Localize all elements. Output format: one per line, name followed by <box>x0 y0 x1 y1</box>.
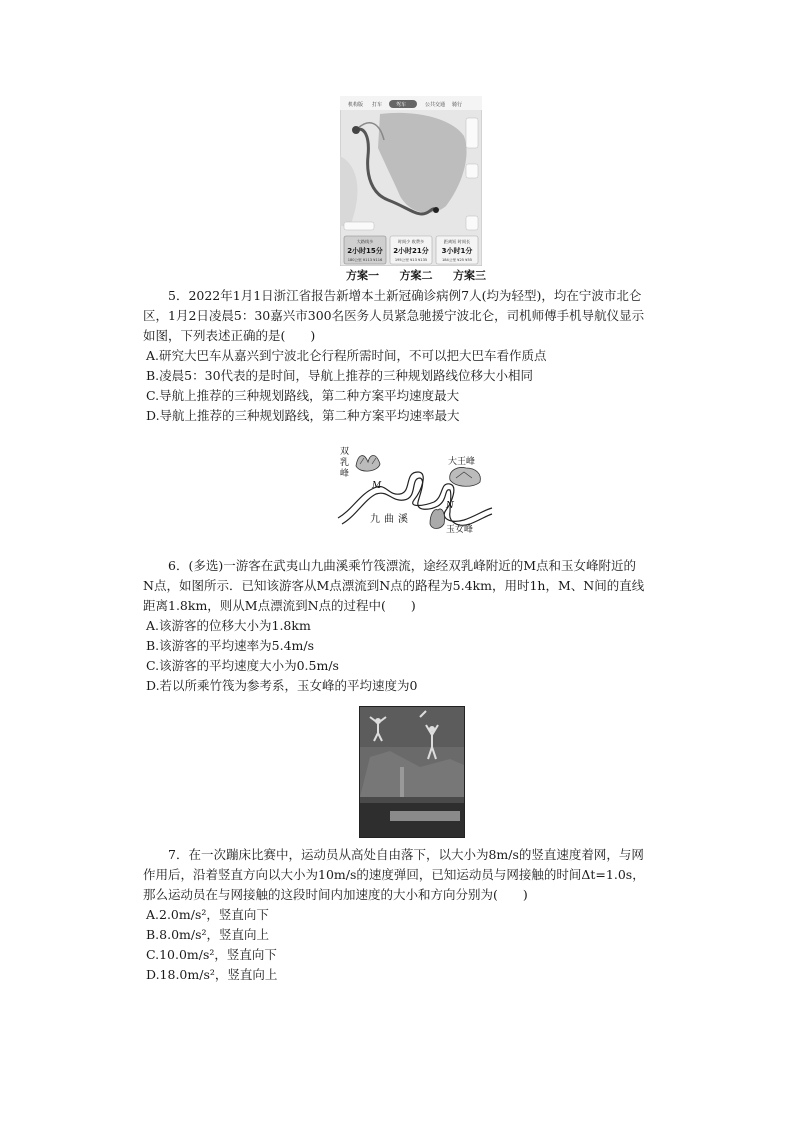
jiuqu-stream-figure <box>334 444 494 540</box>
option-text: D.18.0m/s²，竖直向上 <box>146 967 278 982</box>
label-yunv: 玉女峰 <box>446 525 474 535</box>
plan-2-detail: 195公里 ¥13 ¥135 <box>394 258 428 262</box>
plan-3-detail: 184公里 ¥25 ¥55 <box>441 258 473 262</box>
question-7-option-b <box>146 925 646 945</box>
navigation-map <box>340 96 482 266</box>
plan-3-time: 3小时1分 <box>441 247 473 255</box>
map-tab-1[interactable]: 打车 <box>372 102 383 108</box>
trampoline-photo <box>359 706 465 838</box>
map-tab-4[interactable]: 骑行 <box>452 102 463 108</box>
point-m-label: M <box>372 481 382 491</box>
option-text: C.10.0m/s²，竖直向下 <box>146 947 277 962</box>
question-6-option-b <box>146 636 646 656</box>
question-6-option-c <box>146 656 646 676</box>
plan-labels <box>346 267 486 283</box>
plan-label-1: 方案一 <box>346 269 379 282</box>
trampoline-photo-graphic <box>360 707 464 837</box>
option-text: D.若以所乘竹筏为参考系，玉女峰的平均速度为0 <box>146 678 418 693</box>
plan-1-time: 2小时15分 <box>347 247 383 255</box>
question-7-option-c <box>146 945 646 965</box>
yunv-peak-icon <box>430 509 445 529</box>
question-5-stem: 5．2022年1月1日浙江省报告新增本土新冠确诊病例7人(均为轻型)，均在宁波市北仑区，1月2日凌晨5：30嘉兴市300名医务人员紧急驰援宁波北仑，司机师傅手机导航仪显示如图，下列表述正确的是( ) <box>143 288 645 343</box>
question-5 <box>143 286 646 426</box>
plan-2-tag: 时间少 收费多 <box>397 239 425 244</box>
option-text: D.导航上推荐的三种规划路线，第二种方案平均速率最大 <box>146 408 460 423</box>
plan-card-2[interactable] <box>390 236 432 264</box>
question-6 <box>143 556 646 696</box>
plan-label-2: 方案二 <box>399 269 433 282</box>
destination-marker <box>433 207 439 213</box>
question-7 <box>143 845 646 985</box>
label-shuangru-2: 乳 <box>340 458 350 468</box>
plan-3-tag: 距离短 时间长 <box>443 239 471 244</box>
dawang-peak-icon <box>450 468 481 487</box>
search-icon[interactable] <box>466 164 478 178</box>
label-jiuqu: 九曲溪 <box>370 514 412 525</box>
question-7-option-d <box>146 965 646 985</box>
option-text: C.该游客的平均速度大小为0.5m/s <box>146 658 339 673</box>
plan-1-tag: 大路线多 <box>356 239 374 244</box>
option-text: C.导航上推荐的三种规划路线，第二种方案平均速度最大 <box>146 388 460 403</box>
plan-card-1[interactable] <box>344 236 386 264</box>
map-tab-2[interactable]: 驾车 <box>396 102 407 108</box>
plan-card-3[interactable] <box>436 236 478 264</box>
layers-icon[interactable] <box>466 216 478 230</box>
map-side-controls[interactable] <box>466 118 478 148</box>
question-6-stem: 6．(多选)一游客在武夷山九曲溪乘竹筏漂流，途经双乳峰附近的M点和玉女峰附近的N点，如图所示．已知该游客从M点漂流到N点的路程为5.4km，用时1h，M、N间的直线距离1.8km，则从M点漂流到N点的过程中( ) <box>143 558 645 613</box>
question-6-option-d <box>146 676 646 696</box>
plan-2-time: 2小时21分 <box>393 247 429 255</box>
navigation-map-figure <box>340 96 482 266</box>
route-preferences-button[interactable] <box>344 222 374 230</box>
question-5-option-a <box>146 346 646 366</box>
question-5-option-b <box>146 366 646 386</box>
plan-label-3: 方案三 <box>453 269 486 282</box>
option-text: A.研究大巴车从嘉兴到宁波北仑行程所需时间，不可以把大巴车看作质点 <box>146 348 547 363</box>
option-text: B.该游客的平均速率为5.4m/s <box>146 638 315 653</box>
jiuqu-stream-diagram <box>334 444 494 540</box>
question-5-option-c <box>146 386 646 406</box>
question-7-stem: 7．在一次蹦床比赛中，运动员从高处自由落下，以大小为8m/s的竖直速度着网，与网作用后，沿着竖直方向以大小为10m/s的速度弹回，已知运动员与网接触的时间Δt=1.0s，那么运动员在与网接触的这段时间内加速度的大小和方向分别为( ) <box>143 847 645 902</box>
label-shuangru-3: 峰 <box>340 469 350 479</box>
shuangru-peak-icon <box>356 456 380 472</box>
question-7-option-a <box>146 905 646 925</box>
plan-1-detail: 180公里 ¥113 ¥116 <box>347 258 383 262</box>
option-text: A.2.0m/s²，竖直向下 <box>146 907 269 922</box>
point-n-label: N <box>446 501 454 511</box>
option-text: A.该游客的位移大小为1.8km <box>146 618 311 633</box>
question-6-option-a <box>146 616 646 636</box>
question-5-option-d <box>146 406 646 426</box>
label-dawang: 大王峰 <box>448 457 476 467</box>
map-tab-0[interactable]: 机构版 <box>348 102 364 108</box>
option-text: B.8.0m/s²，竖直向上 <box>146 927 270 942</box>
origin-marker <box>352 126 360 134</box>
label-shuangru-1: 双 <box>340 447 350 457</box>
option-text: B.凌晨5：30代表的是时间，导航上推荐的三种规划路线位移大小相同 <box>146 368 534 383</box>
map-tab-3[interactable]: 公共交通 <box>425 102 446 108</box>
